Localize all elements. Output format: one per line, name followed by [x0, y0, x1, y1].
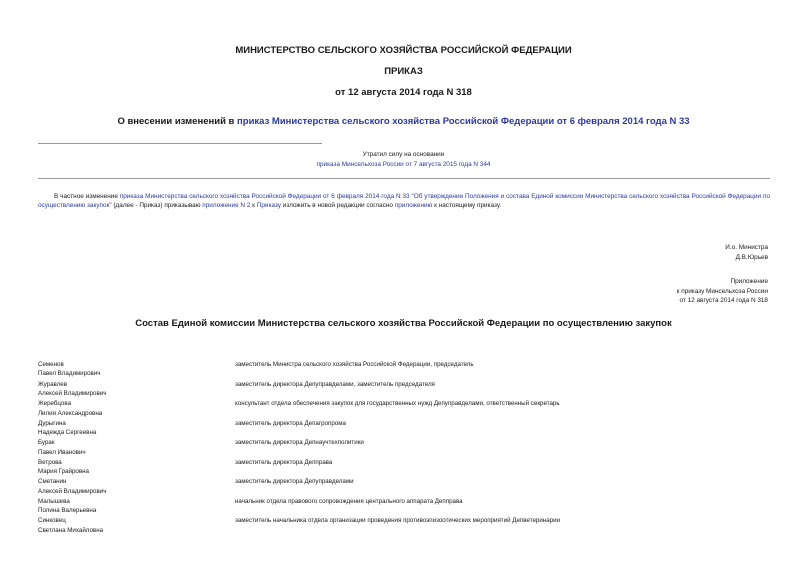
member-position: заместитель директора Депуправделами	[235, 478, 354, 486]
member-surname: Ветрова	[38, 458, 62, 466]
member-row	[38, 419, 778, 439]
order-paragraph	[38, 192, 770, 211]
member-name	[38, 497, 218, 516]
member-position: заместитель директора Депуправделами, заместитель председателя	[235, 380, 435, 388]
member-position: заместитель директора Депправа	[235, 458, 333, 466]
member-position: заместитель Министра сельского хозяйства Российской Федерации, председатель	[235, 361, 474, 368]
paragraph-mid-2: к	[250, 202, 257, 210]
member-name	[38, 477, 218, 496]
member-name	[38, 438, 218, 457]
member-surname: Бурак	[38, 439, 55, 447]
member-surname: Дурыгина	[38, 419, 66, 427]
member-row	[38, 516, 778, 536]
member-surname: Синковец	[38, 517, 66, 525]
prikaz-link[interactable]: Приказу	[256, 202, 281, 210]
member-surname: Семенов	[38, 361, 64, 368]
appendix-link[interactable]: приложению	[394, 202, 433, 210]
signature-block	[725, 243, 768, 262]
member-surname: Сметанин	[38, 478, 67, 486]
document-date-number: от 12 августа 2014 года N 318	[335, 87, 472, 98]
ministry-heading: МИНИСТЕРСТВО СЕЛЬСКОГО ХОЗЯЙСТВА РОССИЙСКОЙ ФЕДЕРАЦИИ	[235, 45, 572, 56]
member-row	[38, 458, 778, 478]
full-divider	[38, 178, 770, 179]
signature-name: Д.В.Юрьев	[735, 253, 768, 261]
status-link[interactable]: приказа Минсельхоза России от 7 августа 2015 года N 344	[316, 161, 491, 168]
member-given-names: Павел Владимирович	[38, 370, 101, 378]
short-divider	[38, 143, 322, 144]
member-name	[38, 399, 218, 418]
title-order-link[interactable]: приказ Министерства сельского хозяйства Российской Федерации от 6 февраля 2014 года N 33	[237, 116, 690, 127]
appendix-line-3: от 12 августа 2014 года N 318	[679, 297, 768, 305]
member-name	[38, 419, 218, 438]
member-row	[38, 438, 778, 458]
paragraph-mid-3: изложить в новой редакции согласно	[280, 202, 395, 210]
status-note: Утратил силу на основании	[362, 151, 445, 158]
member-name	[38, 380, 218, 399]
member-given-names: Надежда Сергеевна	[38, 429, 97, 437]
appendix-line-1: Приложение	[730, 278, 768, 285]
member-row	[38, 399, 778, 419]
appendix-2-link[interactable]: приложение N 2	[202, 202, 251, 210]
member-given-names: Полина Валерьевна	[38, 507, 97, 515]
member-position: заместитель директора Депагропрома	[235, 419, 346, 427]
appendix-block	[677, 277, 768, 306]
member-name	[38, 516, 218, 535]
member-position: заместитель директора Депнаучтехполитики	[235, 439, 364, 447]
member-position: консультант отдела обеспечения закупок для государственных нужд Депуправделами, ответственный секретарь	[235, 400, 560, 408]
member-position: начальник отдела правового сопровождения центрального аппарата Депправа	[235, 497, 463, 505]
member-surname: Малышева	[38, 497, 70, 505]
member-given-names: Светлана Михайловна	[38, 526, 104, 534]
member-surname: Журавлев	[38, 380, 68, 388]
paragraph-tail: к настоящему приказу.	[432, 202, 502, 210]
title-prefix: О внесении изменений в	[117, 116, 238, 127]
member-given-names: Павел Иванович	[38, 448, 86, 456]
composition-title: Состав Единой комиссии Министерства сельского хозяйства Российской Федерации по осуществлению закупок	[135, 318, 672, 329]
document-type: ПРИКАЗ	[384, 66, 423, 77]
member-surname: Жеребцова	[38, 400, 72, 408]
paragraph-intro: В частное изменение	[54, 193, 120, 200]
member-name	[38, 458, 218, 477]
member-row	[38, 360, 778, 380]
document-title	[0, 116, 807, 127]
order-33-link[interactable]: приказа Министерства сельского хозяйства Российской Федерации от 6 февраля 2014 года N 33 "Об утверждении Положения и состава Единой комиссии Министерства сельского хозяйства Российской Федерации по осуществлению закупок"	[38, 193, 770, 210]
member-row	[38, 380, 778, 400]
appendix-line-2: к приказу Минсельхоза России	[676, 287, 768, 295]
member-given-names: Алексей Владимирович	[38, 487, 107, 495]
member-given-names: Лилия Александровна	[38, 409, 103, 417]
member-row	[38, 477, 778, 497]
member-position: заместитель начальника отдела организации проведения противоэпизоотических мероприятий Депветеринарии	[235, 517, 561, 525]
member-row	[38, 497, 778, 517]
member-given-names: Алексей Владимирович	[38, 389, 107, 397]
member-name	[38, 360, 218, 379]
signature-position: И.о. Министра	[725, 244, 768, 251]
member-given-names: Мария Грайровна	[38, 468, 90, 476]
paragraph-mid-1: (далее - Приказ) приказываю	[111, 202, 203, 210]
